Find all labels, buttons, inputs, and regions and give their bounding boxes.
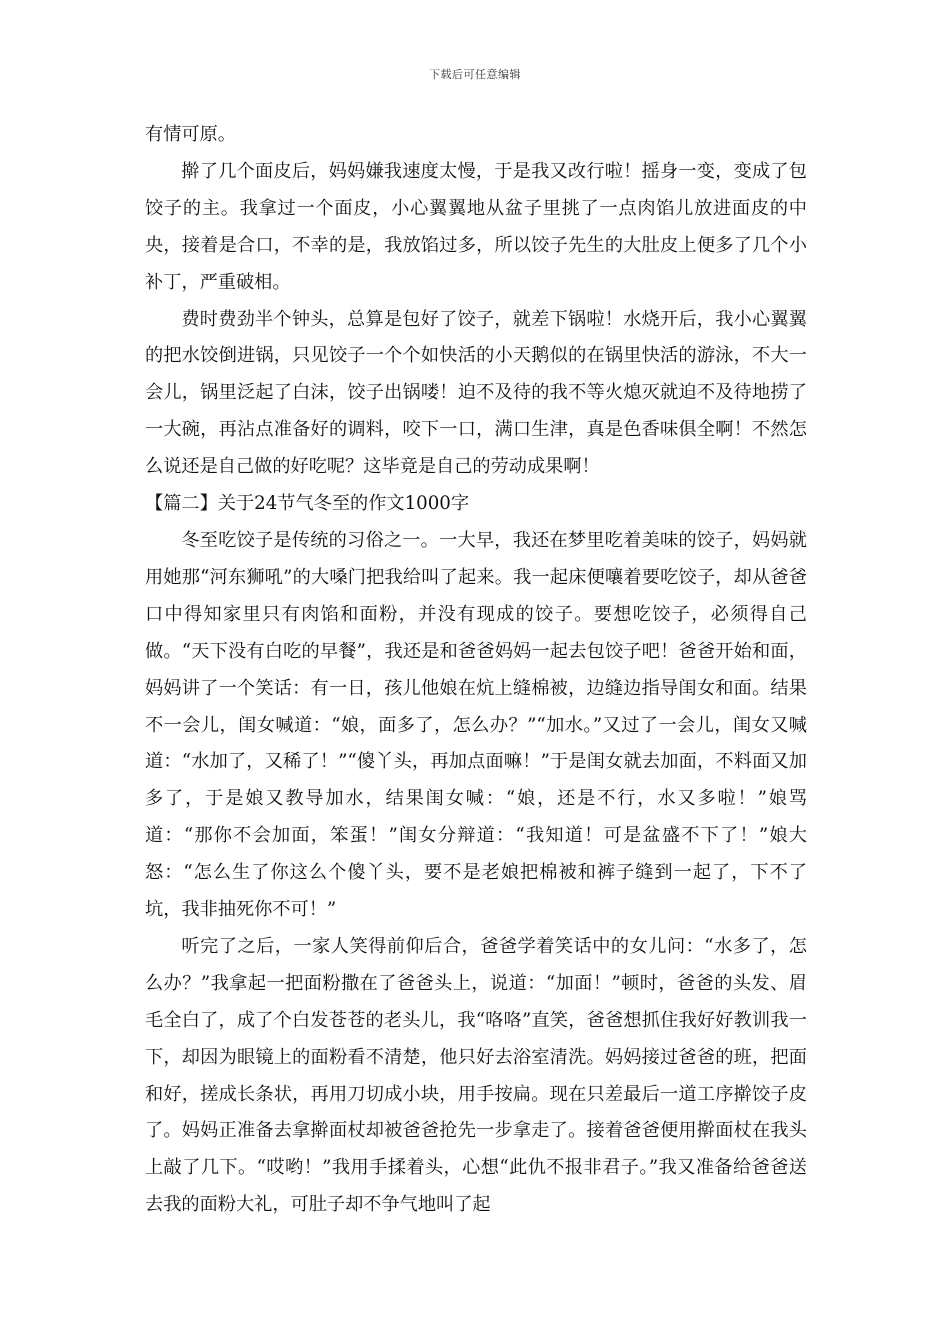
section-heading: 【篇二】关于24节气冬至的作文1000字 <box>145 493 470 515</box>
page-header: 下载后可任意编辑 <box>429 68 521 81</box>
paragraph: 冬至吃饺子是传统的习俗之一。一大早，我还在梦里吃着美味的饺子，妈妈就用她那“河东狮吼”的大嗓门把我给叫了起来。我一起床便嚷着要吃饺子，却从爸爸口中得知家里只有肉馅和面粉，并没有现成的饺子。要想吃饺子，必须得自己做。“天下没有白吃的早餐”，我还是和爸爸妈妈一起去包饺子吧！爸爸开始和面，妈妈讲了一个笑话：有一日，孩儿他娘在炕上缝棉被，边缝边指导闺女和面。结果不一会儿，闺女喊道：“娘，面多了，怎么办？”“加水。”又过了一会儿，闺女又喊道：“水加了，又稀了！”“傻丫头，再加点面嘛！”于是闺女就去加面，不料面又加多了，于是娘又教导加水，结果闺女喊：“娘，还是不行，水又多啦！”娘骂道：“那你不会加面，笨蛋！”闺女分辩道：“我知道！可是盆盛不下了！”娘大怒：“怎么生了你这么个傻丫头，要不是老娘把棉被和裤子缝到一起了，下不了坑，我非抽死你不可！” <box>145 529 807 921</box>
document-body <box>145 117 807 1224</box>
paragraph: 擀了几个面皮后，妈妈嫌我速度太慢，于是我又改行啦！摇身一变，变成了包饺子的主。我拿过一个面皮，小心翼翼地从盆子里挑了一点肉馅儿放进面皮的中央，接着是合口，不幸的是，我放馅过多，所以饺子先生的大肚皮上便多了几个小补丁，严重破相。 <box>145 160 807 293</box>
paragraph: 听完了之后，一家人笑得前仰后合，爸爸学着笑话中的女儿问：“水多了，怎么办？”我拿起一把面粉撒在了爸爸头上，说道：“加面！”顿时，爸爸的头发、眉毛全白了，成了个白发苍苍的老头儿，我“咯咯”直笑，爸爸想抓住我好好教训我一下，却因为眼镜上的面粉看不清楚，他只好去浴室清洗。妈妈接过爸爸的班，把面和好，搓成长条状，再用刀切成小块，用手按扁。现在只差最后一道工序擀饺子皮了。妈妈正准备去拿擀面杖却被爸爸抢先一步拿走了。接着爸爸便用擀面杖在我头上敲了几下。“哎哟！”我用手揉着头，心想“此仇不报非君子。”我又准备给爸爸送去我的面粉大礼，可肚子却不争气地叫了起 <box>145 935 807 1216</box>
paragraph-continuation: 有情可原。 <box>145 124 236 145</box>
paragraph: 费时费劲半个钟头，总算是包好了饺子，就差下锅啦！水烧开后，我小心翼翼的把水饺倒进锅，只见饺子一个个如快活的小天鹅似的在锅里快活的游泳，不大一会儿，锅里泛起了白沫，饺子出锅喽！迫不及待的我不等火熄灭就迫不及待地捞了一大碗，再沾点准备好的调料，咬下一口，满口生津，真是色香味俱全啊！不然怎么说还是自己做的好吃呢？这毕竟是自己的劳动成果啊！ <box>145 308 807 478</box>
